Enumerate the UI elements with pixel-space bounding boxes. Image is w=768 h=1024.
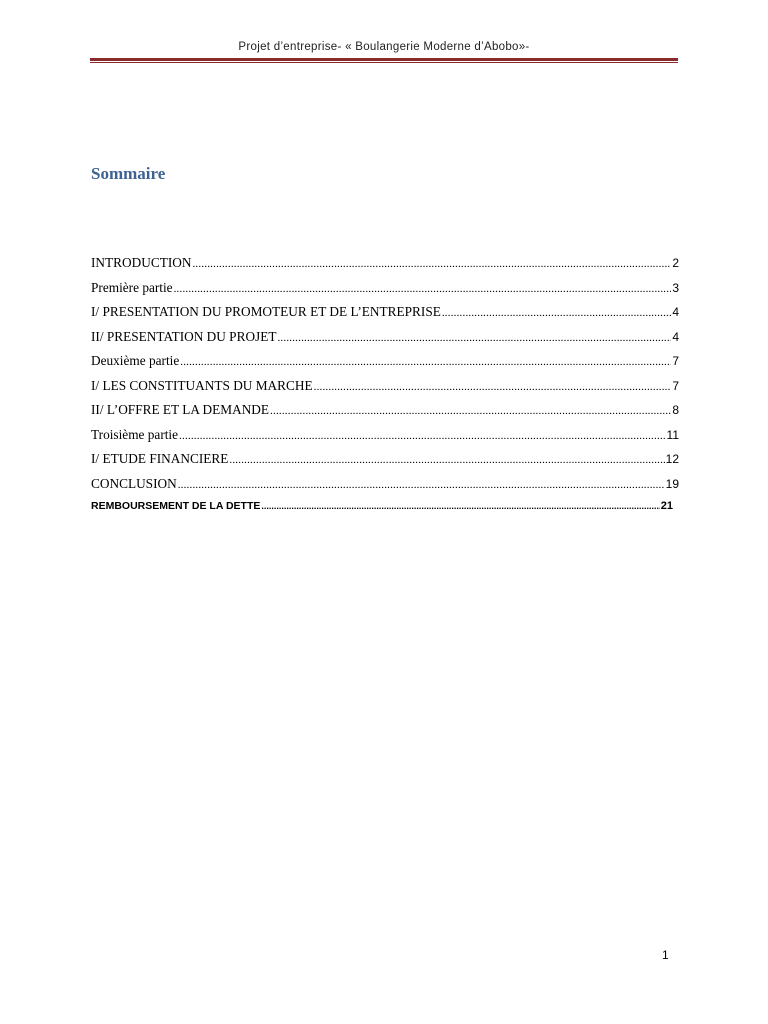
toc-leader-dots <box>229 454 664 466</box>
toc-leader-dots <box>314 381 672 393</box>
toc-entry-label: II/ PRESENTATION DU PROJET <box>91 328 277 344</box>
toc-entry-offre-demande[interactable] <box>91 402 679 427</box>
toc-entry-etude-financiere[interactable] <box>91 451 679 476</box>
toc-entry-remboursement-dette[interactable] <box>91 500 673 525</box>
toc-entry-label: REMBOURSEMENT DE LA DETTE <box>91 500 261 512</box>
toc-entry-presentation-projet[interactable] <box>91 329 679 354</box>
toc-entry-label: Deuxième partie <box>91 353 180 368</box>
toc-leader-dots <box>174 283 672 295</box>
toc-entry-page: 12 <box>665 452 679 466</box>
toc-entry-page: 7 <box>672 378 679 393</box>
toc-entry-page: 2 <box>672 256 679 270</box>
toc-leader-dots <box>270 405 671 417</box>
toc-entry-deuxieme-partie[interactable] <box>91 353 679 378</box>
toc-heading: Sommaire <box>91 164 166 183</box>
toc-entry-label: I/ ETUDE FINANCIERE <box>91 451 229 466</box>
toc-leader-dots <box>442 307 671 319</box>
toc-entry-page: 19 <box>665 476 679 491</box>
running-header-title: Projet d’entreprise- « Boulangerie Moderne d’Abobo»- <box>238 41 530 53</box>
toc-entry-premiere-partie[interactable] <box>91 280 679 305</box>
toc-entry-label: I/ LES CONSTITUANTS DU MARCHE <box>91 377 313 393</box>
toc-leader-dots <box>192 258 671 270</box>
toc-entry-conclusion[interactable] <box>91 476 679 501</box>
toc-entry-label: Première partie <box>91 279 173 295</box>
toc-entry-troisieme-partie[interactable] <box>91 427 679 452</box>
toc-entry-label: I/ PRESENTATION DU PROMOTEUR ET DE L’ENTREPRISE <box>91 304 441 319</box>
toc-entry-page: 4 <box>672 305 679 319</box>
toc-leader-dots <box>179 430 665 442</box>
toc-entry-page: 3 <box>672 280 679 295</box>
toc-entry-label: II/ L’OFFRE ET LA DEMANDE <box>91 402 270 417</box>
toc-entry-page: 4 <box>672 329 679 344</box>
header-rule-thin <box>90 62 678 63</box>
toc-leader-dots <box>277 332 671 344</box>
toc-entry-introduction[interactable] <box>91 255 679 280</box>
toc-entry-page: 7 <box>672 354 679 368</box>
page-number: 1 <box>662 948 669 962</box>
table-of-contents <box>91 255 679 525</box>
toc-entry-page: 11 <box>666 427 679 442</box>
toc-entry-label: CONCLUSION <box>91 475 177 491</box>
toc-entry-page: 21 <box>660 500 673 512</box>
header-rule <box>90 58 678 61</box>
toc-entry-page: 8 <box>672 403 679 417</box>
toc-entry-label: INTRODUCTION <box>91 255 192 270</box>
toc-entry-constituants-marche[interactable] <box>91 378 679 403</box>
toc-entry-presentation-promoteur[interactable] <box>91 304 679 329</box>
toc-leader-dots <box>180 356 671 368</box>
toc-leader-dots <box>261 501 659 511</box>
toc-entry-label: Troisième partie <box>91 426 179 442</box>
toc-leader-dots <box>178 479 665 491</box>
